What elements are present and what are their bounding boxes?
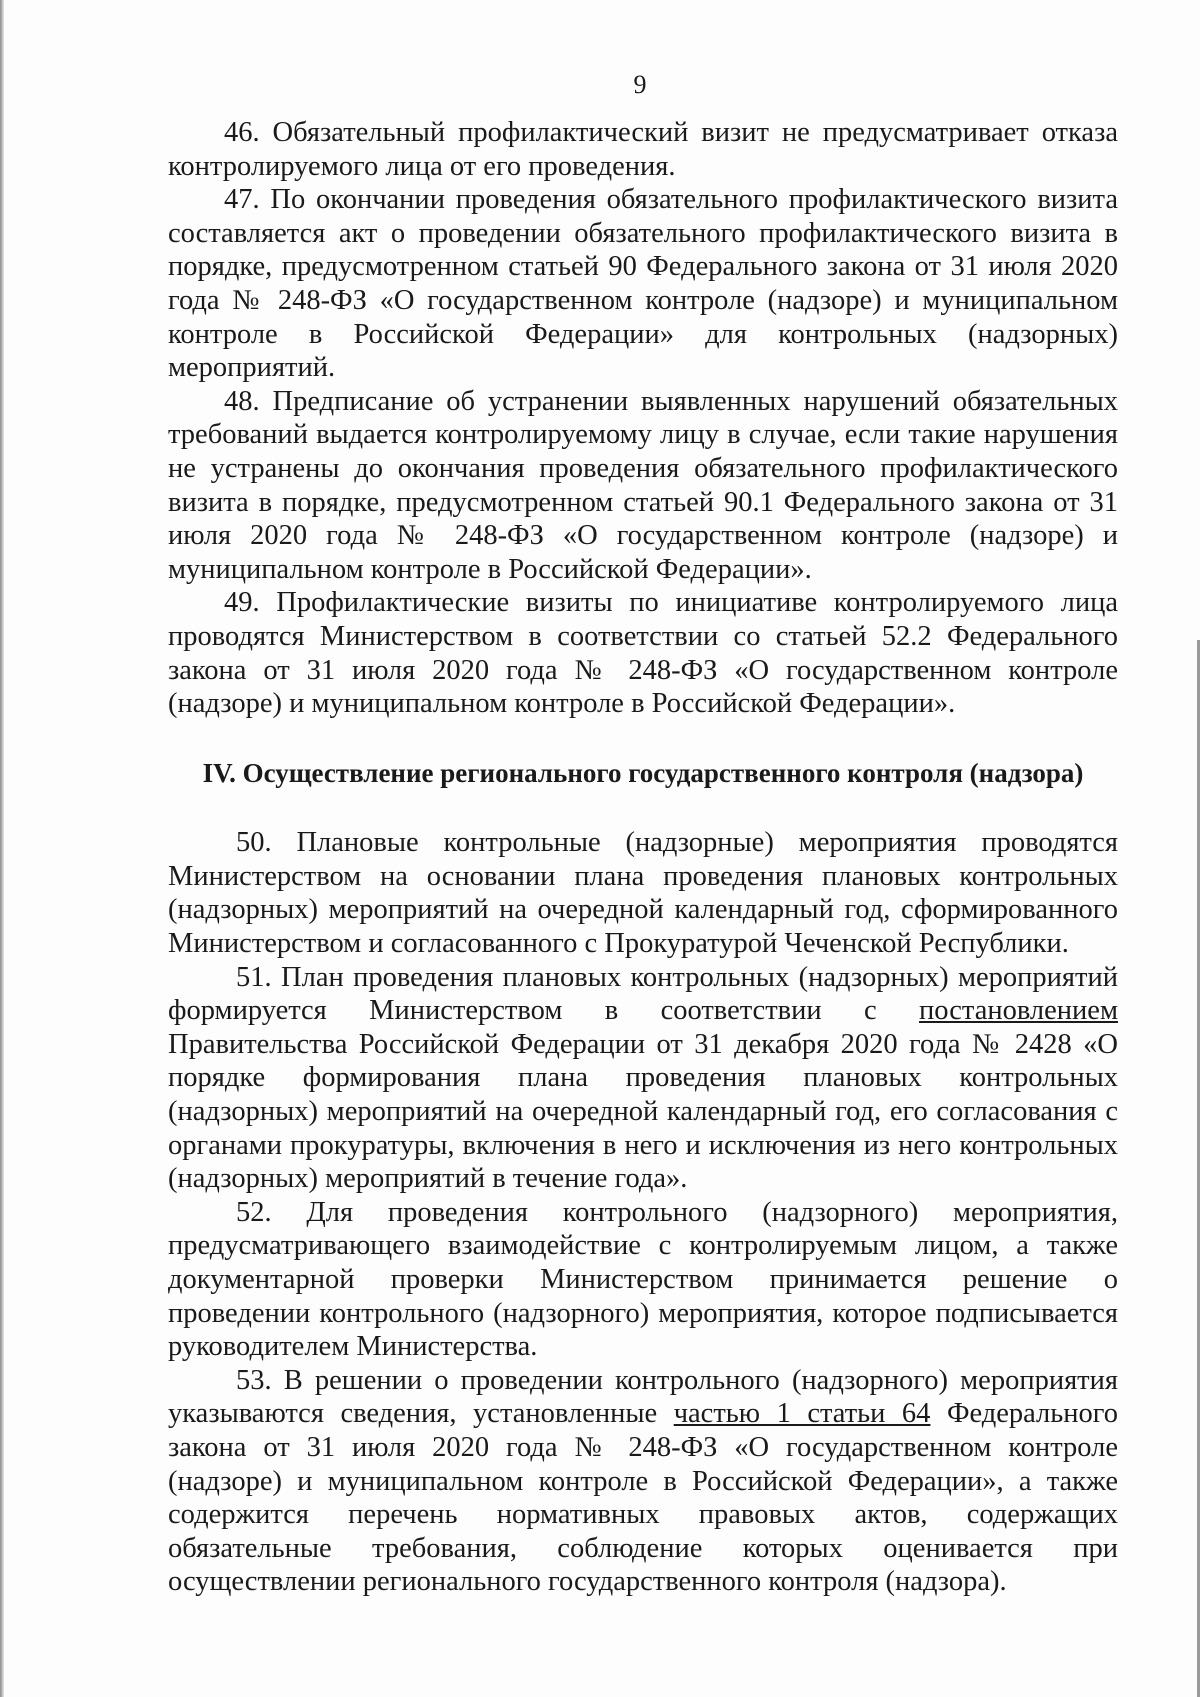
paragraph-53-text-start: 53. В решении о проведении контрольного (надзорного) мероприятия указываются сведения, установленные — [168, 1364, 1118, 1430]
paragraph-48: 48. Предписание об устранении выявленных нарушений обязательных требований выдается контролируемому лицу в случае, если такие нарушения не устранены до окончания проведения обязательного профилактического визита в порядке, предусмотренном статьей 90.1 Федерального закона от 31 июля 2020 года № 248-ФЗ «О государственном контроле (надзоре) и муниципальном контроле в Российской Федерации». — [168, 385, 1118, 585]
paragraph-49: 49. Профилактические визиты по инициативе контролируемого лица проводятся Министерством в соответствии со статьей 52.2 Федерального закона от 31 июля 2020 года № 248-ФЗ «О государственном контроле (надзоре) и муниципальном контроле в Российской Федерации». — [168, 587, 1118, 720]
paragraph-52: 52. Для проведения контрольного (надзорного) мероприятия, предусматривающего взаимодействие с контролируемым лицом, а также документарной проверки Министерством принимается решение о проведении контрольного (надзорного) мероприятия, которое подписывается руководителем Министерства. — [168, 1196, 1118, 1363]
paragraph-51 — [168, 961, 1118, 1196]
paragraph-53-text-end: Федерального закона от 31 июля 2020 года № 248-ФЗ «О государственном контроле (надзоре) и муниципальном контроле в Российской Федерации», а также содержится перечень нормативных правовых актов, содержащих обязательные требования, соблюдение которых оценивается при осуществлении регионального государственного контроля (надзора). — [168, 1398, 1118, 1598]
document-body — [168, 116, 1118, 1599]
paragraph-46: 46. Обязательный профилактический визит не предусматривает отказа контролируемого лица от его проведения. — [168, 117, 1118, 182]
paragraph-51-text-end: Правительства Российской Федерации от 31 декабря 2020 года № 2428 «О порядке формирования плана проведения плановых контрольных (надзорных) мероприятий на очередной календарный год, его согласования с органами прокуратуры, включения в него и исключения из него контрольных (надзорных) мероприятий в течение года». — [168, 1028, 1118, 1195]
paragraph-53 — [168, 1364, 1118, 1599]
resolution-link[interactable]: постановлением — [919, 995, 1118, 1027]
paragraph-50: 50. Плановые контрольные (надзорные) мероприятия проводятся Министерством на основании плана проведения плановых контрольных (надзорных) мероприятий на очередной календарный год, сформированного Министерством и согласованного с Прокуратурой Чеченской Республики. — [168, 827, 1118, 960]
scan-left-edge — [0, 0, 4, 1697]
paragraph-47: 47. По окончании проведения обязательного профилактического визита составляется акт о проведении обязательного профилактического визита в порядке, предусмотренном статьей 90 Федерального закона от 31 июля 2020 года № 248-ФЗ «О государственном контроле (надзоре) и муниципальном контроле в Российской Федерации» для контрольных (надзорных) мероприятий. — [168, 184, 1118, 384]
paragraph-51-text-start: 51. План проведения плановых контрольных (надзорных) мероприятий формируется Министерством в соответствии с — [168, 961, 1118, 1027]
page-number: 9 — [633, 70, 647, 99]
article-64-link[interactable]: частью 1 статьи 64 — [673, 1398, 931, 1430]
section-title: IV. Осуществление регионального государственного контроля (надзора) — [202, 757, 1084, 788]
